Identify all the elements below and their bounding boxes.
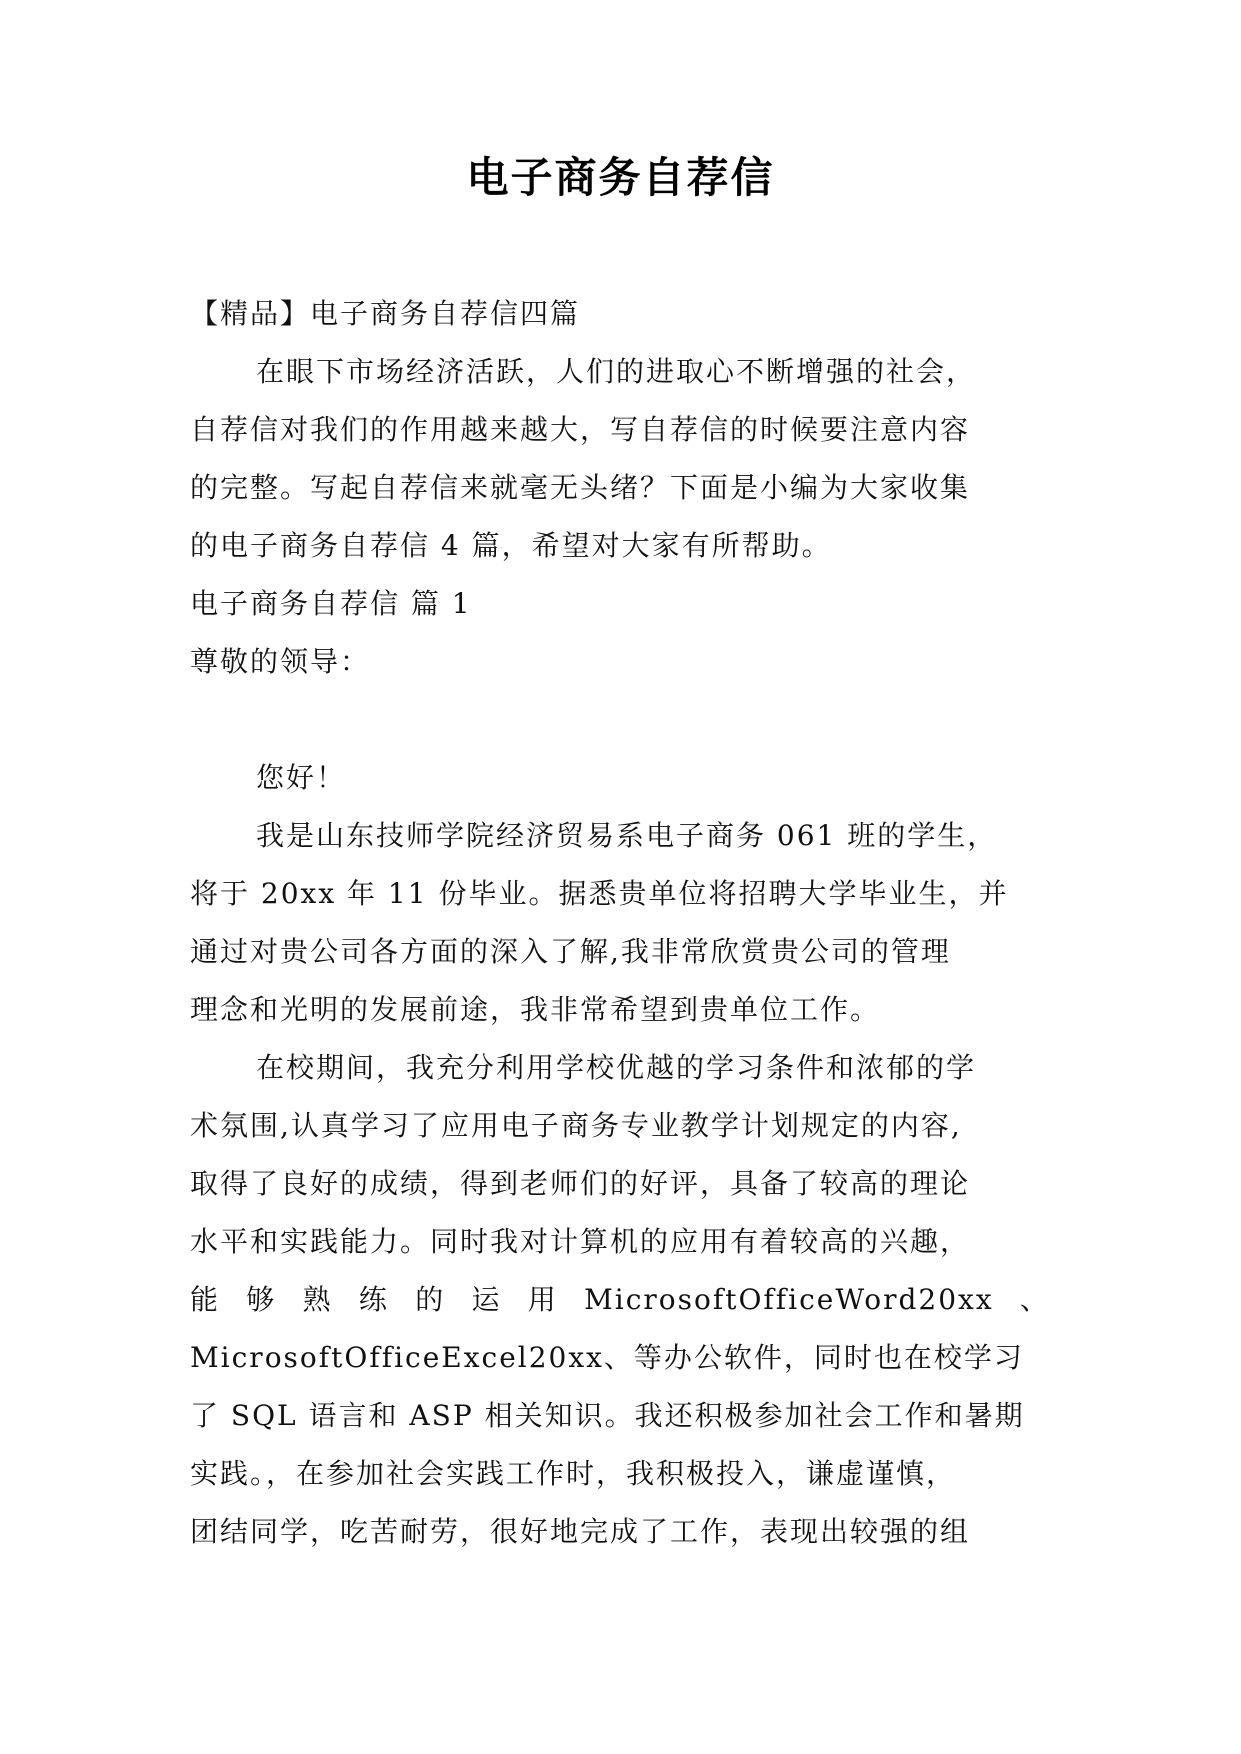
paragraph-line: 通过对贵公司各方面的深入了解,我非常欣赏贵公司的管理 xyxy=(190,935,951,968)
justified-word: 熟 xyxy=(302,1283,333,1316)
paragraph-line: 团结同学，吃苦耐劳，很好地完成了工作，表现出较强的组 xyxy=(190,1515,971,1548)
paragraph-line: 术氛围,认真学习了应用电子商务专业教学计划规定的内容, xyxy=(190,1109,962,1142)
justified-word: 运 xyxy=(471,1283,502,1316)
paragraph-line: 理念和光明的发展前途，我非常希望到贵单位工作。 xyxy=(190,993,881,1026)
justified-word: MicrosoftOfficeWord20xx xyxy=(584,1283,994,1316)
justified-word: 能 xyxy=(190,1283,221,1316)
justified-word: 的 xyxy=(415,1283,446,1316)
paragraph-line: MicrosoftOfficeExcel20xx、等办公软件，同时也在校学习 xyxy=(190,1341,1024,1374)
justified-line xyxy=(190,1271,1050,1329)
paragraph-line: 我是山东技师学院经济贸易系电子商务 061 班的学生， xyxy=(256,819,998,852)
intro-line: 在眼下市场经济活跃，人们的进取心不断增强的社会， xyxy=(256,355,977,388)
paragraph-line: 水平和实践能力。同时我对计算机的应用有着较高的兴趣， xyxy=(190,1225,971,1258)
section-heading: 电子商务自荐信 篇 1 xyxy=(190,587,472,620)
paragraph-line: 将于 20xx 年 11 份毕业。据悉贵单位将招聘大学毕业生，并 xyxy=(190,877,1009,910)
intro-line: 的完整。写起自荐信来就毫无头绪？下面是小编为大家收集 xyxy=(190,471,971,504)
greeting: 您好！ xyxy=(256,761,347,794)
justified-word: 、 xyxy=(1019,1283,1050,1316)
document-subtitle: 【精品】电子商务自荐信四篇 xyxy=(190,297,581,330)
intro-line: 的电子商务自荐信 4 篇，希望对大家有所帮助。 xyxy=(190,529,832,562)
justified-word: 练 xyxy=(358,1283,389,1316)
paragraph-line: 在校期间，我充分利用学校优越的学习条件和浓郁的学 xyxy=(256,1051,977,1084)
salutation: 尊敬的领导： xyxy=(190,645,371,678)
paragraph-line: 取得了良好的成绩，得到老师们的好评，具备了较高的理论 xyxy=(190,1167,971,1200)
justified-word: 够 xyxy=(246,1283,277,1316)
paragraph-line: 实践。，在参加社会实践工作时，我积极投入，谦虚谨慎， xyxy=(190,1457,957,1490)
justified-word: 用 xyxy=(527,1283,558,1316)
intro-line: 自荐信对我们的作用越来越大，写自荐信的时候要注意内容 xyxy=(190,413,971,446)
document-body xyxy=(190,285,1050,1561)
paragraph-line: 了 SQL 语言和 ASP 相关知识。我还积极参加社会工作和暑期 xyxy=(190,1399,1025,1432)
document-title: 电子商务自荐信 xyxy=(466,153,775,202)
blank-line xyxy=(190,691,1050,749)
